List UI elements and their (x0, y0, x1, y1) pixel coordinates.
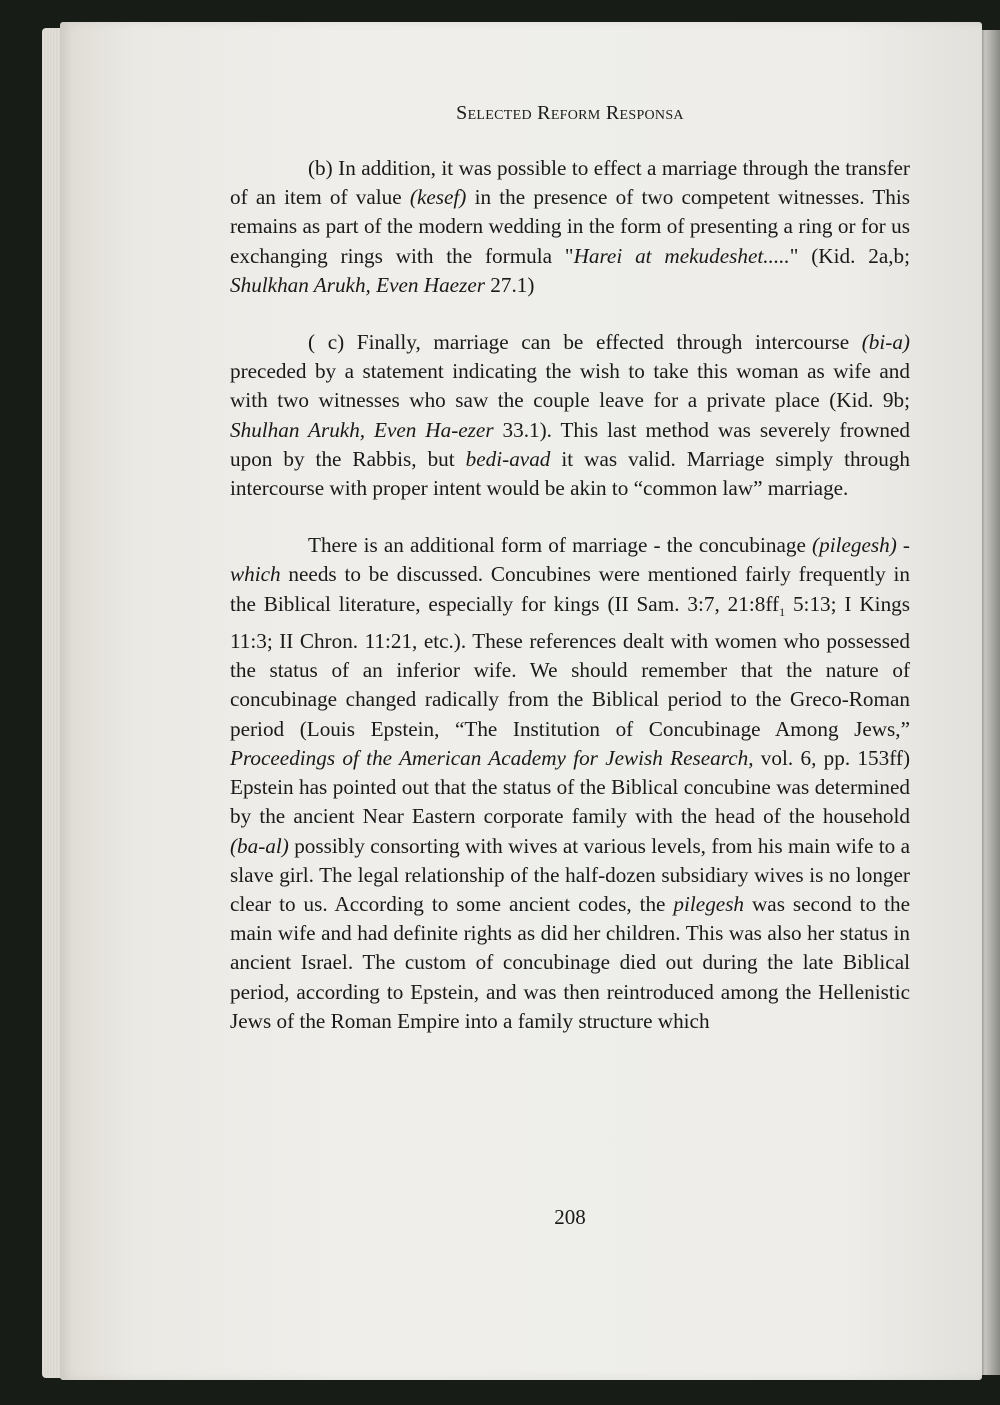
text-run: There is an additional form of marriage - the concubinage (308, 533, 813, 558)
paragraph-b (230, 154, 910, 300)
text-run: 27.1) (484, 272, 535, 297)
subscript: 1 (779, 604, 786, 619)
text-run: (b) In addition, it was possible to effect a marriage through the transfer of an item of value (230, 156, 910, 210)
text-run: ( c) Finally, marriage can be effected through intercourse (308, 330, 862, 355)
text-run: it was valid. Marriage simply through intercourse with proper intent would be akin to “common law” marriage. (230, 446, 910, 501)
text-run: in the presence of two competent witnesses. This remains as part of the modern wedding in the form of presenting a ring or for us exchanging rings with the formula " (230, 185, 910, 268)
text-run: " (Kid. 2a,b; (789, 243, 910, 268)
italic-term: bedi-avad (465, 446, 551, 471)
italic-term: pilegesh (673, 891, 745, 916)
body-text (230, 154, 910, 1036)
paragraph-c (230, 328, 910, 503)
italic-term: Harei at mekudeshet..... (573, 243, 790, 268)
italic-term: (bi-a) (861, 330, 910, 355)
text-run: preceded by a statement indicating the wish to take this woman as wife and with two witnesses who saw the couple leave for a private place (Kid. 9b; (230, 359, 910, 413)
running-head: Selected Reform Responsa (456, 102, 684, 124)
text-run: possibly consorting with wives at various levels, from his main wife to a slave girl. The legal relationship of the half-dozen subsidiary wives is no longer clear to us. According to some ancient codes, the (230, 833, 910, 916)
italic-term: (pilegesh) -which (230, 533, 910, 587)
text-run: 5:13; I Kings 11:3; II Chron. 11:21, etc.). These references dealt with women who possessed the status of an inferior wife. We should remember that the nature of concubinage changed radically from the Biblical period to the Greco-Roman period (Louis Epstein, “The Institution of Concubinage Among Jews,” (230, 591, 910, 741)
text-run: vol. 6, pp. 153ff) Epstein has pointed out that the status of the Biblical concubine was determined by the ancient Near Eastern corporate family with the head of the household (230, 745, 910, 829)
italic-term: (ba-al) (230, 833, 289, 858)
italic-term: (kesef) (409, 185, 467, 210)
text-run: needs to be discussed. Concubines were mentioned fairly frequently in the Biblical literature, especially for kings (II Sam. 3:7, 21:8ff (230, 562, 910, 616)
italic-term: Shulhan Arukh, Even Ha-ezer (230, 417, 494, 442)
text-run: was second to the main wife and had definite rights as did her children. This was also her status in ancient Israel. The custom of concubinage died out during the late Biblical period, according to Epstein, and was then reintroduced among the Hellenistic Jews of the Roman Empire into a family structure which (230, 891, 910, 1033)
italic-term: Proceedings of the American Academy for Jewish Research, (230, 745, 754, 770)
text-run: 33.1). This last method was severely frowned upon by the Rabbis, but (230, 417, 910, 471)
paragraph-concubinage (230, 531, 910, 1036)
page-number: 208 (554, 1205, 586, 1229)
italic-term: Shulkhan Arukh, Even Haezer (230, 272, 485, 297)
